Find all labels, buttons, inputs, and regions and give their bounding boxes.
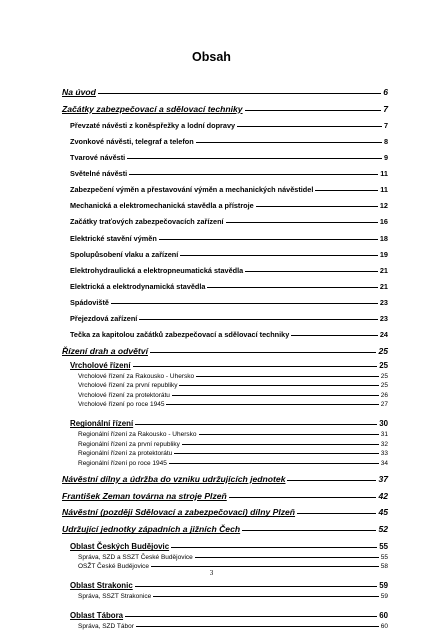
toc-entry-label: Převzaté návěsti z koněspřežky a lodní dopravy [70, 120, 236, 130]
toc-entry[interactable] [62, 162, 388, 178]
toc-entry-page: 27 [380, 401, 388, 409]
toc-entry-label: Oblast Strakonic [70, 581, 133, 591]
toc-entry[interactable] [62, 484, 388, 501]
dot-leader [135, 424, 377, 425]
toc-entry-label: Vrcholové řízení [70, 360, 131, 370]
toc-entry-page: 8 [383, 136, 388, 146]
toc-entry-label: Elektrohydraulická a elektropneumatická stavědla [70, 265, 244, 275]
toc-entry[interactable] [62, 210, 388, 226]
dot-leader [287, 480, 376, 481]
toc-entry-page: 30 [379, 419, 388, 429]
toc-entry[interactable] [62, 178, 388, 194]
toc-entry[interactable] [62, 275, 388, 291]
toc-entry-label: Regionální řízení za Rakousko - Uhersko [78, 430, 197, 438]
toc-entry-label: Zabezpečení výměn a přestavování výměn a mechanických návěstidel [70, 185, 314, 195]
toc-entry-label: Návěstní dílny a údržba do vzniku udržujících jednotek [62, 473, 286, 484]
toc-entry-page: 45 [378, 507, 388, 518]
dot-leader [159, 239, 378, 240]
toc-entry[interactable] [62, 448, 388, 458]
dot-leader [226, 222, 378, 223]
toc-entry-label: Řízení drah a odvětví [62, 345, 148, 356]
dot-leader [166, 404, 378, 405]
toc-entry-label: Vrcholové řízení po roce 1945 [78, 401, 165, 409]
toc-entry[interactable] [62, 146, 388, 162]
dot-leader [169, 463, 379, 464]
toc-entry-label: OSŽT České Budějovice [78, 563, 150, 571]
toc-entry-page: 19 [379, 249, 388, 259]
dot-leader [196, 376, 379, 377]
toc-entry[interactable] [62, 323, 388, 339]
dot-leader [180, 255, 378, 256]
toc-entry[interactable] [62, 380, 388, 390]
toc-entry-page: 25 [380, 382, 388, 390]
toc-entry[interactable] [62, 339, 388, 356]
toc-entry[interactable] [62, 356, 388, 370]
toc-entry-page: 26 [380, 391, 388, 399]
toc-entry-page: 7 [383, 120, 388, 130]
dot-leader [111, 303, 378, 304]
page-title: Obsah [192, 50, 231, 64]
toc-entry-page: 7 [383, 103, 388, 114]
toc-entry-label: Správa, SZD Tábor [78, 622, 134, 630]
dot-leader [139, 319, 378, 320]
toc-entry[interactable] [62, 501, 388, 518]
toc-entry-page: 31 [380, 430, 388, 438]
toc-entry-page: 55 [379, 542, 388, 552]
toc-entry[interactable] [62, 438, 388, 448]
dot-leader [242, 530, 376, 531]
toc-entry[interactable] [62, 80, 388, 97]
toc-entry-page: 25 [378, 345, 388, 356]
dot-leader [245, 110, 382, 111]
toc-entry[interactable] [62, 590, 388, 600]
toc-entry[interactable] [62, 194, 388, 210]
toc-entry-page: 23 [379, 314, 388, 323]
dot-leader [172, 395, 379, 396]
toc-entry-page: 25 [379, 360, 388, 370]
toc-entry-label: Začátky zabezpečovací a sdělovací techniky [62, 103, 243, 114]
toc-entry-page: 33 [380, 450, 388, 458]
toc-entry-label: Vrcholové řízení za první republiky [78, 382, 178, 390]
toc-entry-page: 60 [380, 622, 388, 630]
dot-leader [153, 596, 379, 597]
toc-entry-page: 11 [380, 185, 388, 195]
toc-entry-page: 52 [378, 524, 388, 535]
toc-entry-page: 21 [379, 281, 388, 291]
dot-leader [256, 206, 378, 207]
toc-entry[interactable] [62, 259, 388, 275]
toc-entry[interactable] [62, 291, 388, 307]
dot-leader [291, 335, 378, 336]
toc-entry-label: Správa, SZD a SSZT České Budějovice [78, 553, 193, 561]
toc-entry[interactable] [62, 389, 388, 399]
toc-entry[interactable] [62, 576, 388, 590]
dot-leader [129, 174, 378, 175]
toc-entry[interactable] [62, 243, 388, 259]
toc-entry-label: Regionální řízení za protektorátu [78, 450, 173, 458]
toc-entry-page: 24 [379, 330, 388, 340]
toc-entry-label: Udržující jednotky západních a jižních Čech [62, 524, 241, 535]
dot-leader [171, 547, 377, 548]
dot-leader [136, 626, 379, 627]
dot-leader [98, 93, 381, 94]
toc-entry-label: Návěstní (později Sdělovací a zabezpečovací) dílny Plzeň [62, 507, 296, 518]
toc-entry-label: Přejezdová zařízení [70, 314, 138, 323]
toc-entry[interactable] [62, 114, 388, 130]
toc-entry-label: František Zeman továrna na stroje Plzeň [62, 490, 227, 501]
dot-leader [174, 453, 378, 454]
dot-leader [150, 352, 376, 353]
toc-entry-label: Vrcholové řízení za Rakousko - Uhersko [78, 372, 195, 380]
toc-entry[interactable] [62, 414, 388, 428]
dot-leader [182, 444, 379, 445]
dot-leader [127, 158, 382, 159]
toc-entry[interactable] [62, 130, 388, 146]
toc-entry-label: Elektrické stavění výměn [70, 233, 157, 243]
toc-entry-page: 18 [379, 233, 388, 243]
toc-entry-page: 16 [379, 217, 388, 227]
dot-leader [297, 513, 376, 514]
dot-leader [245, 271, 378, 272]
dot-leader [133, 366, 378, 367]
toc-entry[interactable] [62, 620, 388, 630]
dot-leader [207, 287, 377, 288]
toc-entry[interactable] [62, 370, 388, 380]
toc-entry-label: Elektrická a elektrodynamická stavědla [70, 281, 206, 291]
toc-entry-label: Správa, SSZT Strakonice [78, 593, 152, 601]
toc-entry-label: Tečka za kapitolou začátků zabezpečovací a sdělovací techniky [70, 330, 290, 340]
toc-entry-page: 6 [383, 86, 388, 97]
toc-entry-label: Na úvod [62, 86, 96, 97]
toc-entry[interactable] [62, 537, 388, 551]
toc-entry[interactable] [62, 517, 388, 534]
dot-leader [125, 616, 377, 617]
dot-leader [237, 126, 382, 127]
toc-entry-page: 55 [380, 553, 388, 561]
dot-leader [229, 497, 377, 498]
toc-entry-label: Regionální řízení za první republiky [78, 440, 180, 448]
toc-entry-label: Oblast Tábora [70, 611, 124, 621]
toc-entry-page: 59 [379, 581, 388, 591]
toc-entry-page: 34 [380, 459, 388, 467]
toc-entry-page: 12 [379, 201, 388, 211]
page-number: 3 [209, 569, 214, 577]
dot-leader [179, 385, 378, 386]
table-of-contents [62, 80, 388, 630]
toc-entry-label: Mechanická a elektromechanická stavědla a přístroje [70, 201, 254, 211]
toc-entry-page: 11 [380, 169, 388, 179]
toc-entry[interactable] [62, 606, 388, 620]
toc-entry[interactable] [62, 457, 388, 467]
toc-entry-page: 32 [380, 440, 388, 448]
dot-leader [199, 434, 379, 435]
toc-entry[interactable] [62, 399, 388, 409]
toc-entry-label: Spádoviště [70, 297, 109, 307]
dot-leader [195, 557, 379, 558]
toc-entry-page: 60 [379, 611, 388, 621]
dot-leader [315, 190, 378, 191]
toc-entry-page: 58 [380, 563, 388, 571]
toc-entry-label: Oblast Českých Budějovic [70, 542, 170, 552]
toc-entry-label: Zvonkové návěsti, telegraf a telefon [70, 136, 194, 146]
dot-leader [151, 566, 379, 567]
dot-leader [135, 586, 378, 587]
toc-entry[interactable] [62, 307, 388, 323]
toc-entry-label: Regionální řízení po roce 1945 [78, 459, 167, 467]
toc-entry[interactable] [62, 226, 388, 242]
toc-entry-page: 42 [378, 490, 388, 501]
toc-entry-page: 21 [379, 265, 388, 275]
toc-entry-label: Vrcholové řízení za protektorátu [78, 391, 170, 399]
toc-entry-label: Světelné návěsti [70, 169, 128, 179]
toc-entry-label: Spolupůsobení vlaku a zařízení [70, 249, 179, 259]
toc-entry-page: 59 [380, 593, 388, 601]
dot-leader [196, 142, 382, 143]
toc-entry[interactable] [62, 467, 388, 484]
toc-entry-page: 9 [383, 153, 388, 163]
toc-entry-label: Tvarové návěsti [70, 153, 126, 163]
toc-entry-page: 37 [378, 473, 388, 484]
toc-entry-page: 25 [380, 372, 388, 380]
toc-entry[interactable] [62, 551, 388, 561]
toc-entry-label: Regionální řízení [70, 419, 134, 429]
toc-entry-page: 23 [379, 297, 388, 307]
toc-entry[interactable] [62, 428, 388, 438]
toc-entry-label: Začátky traťových zabezpečovacích zařízení [70, 217, 224, 227]
toc-entry[interactable] [62, 97, 388, 114]
